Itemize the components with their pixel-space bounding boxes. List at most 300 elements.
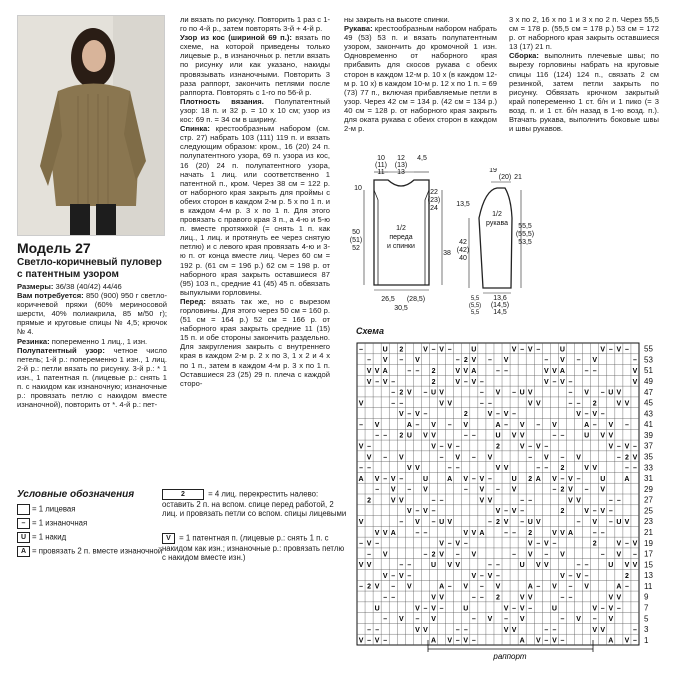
chart-cell-symbol: – — [447, 421, 452, 429]
chart-cell-symbol: – — [560, 475, 565, 483]
chart-cell-symbol: – — [624, 540, 629, 548]
model-subtitle: Светло-коричневый пуловер с патентным узором — [17, 257, 162, 280]
col2-para-2 — [180, 97, 330, 124]
knitting-chart — [355, 340, 685, 665]
chart-cell-symbol: – — [375, 432, 380, 440]
chart-cell-symbol: V — [431, 443, 436, 451]
chart-cell-symbol: – — [407, 486, 412, 494]
chart-cell-symbol: V — [471, 357, 477, 365]
chart-cell-symbol: V — [592, 465, 598, 473]
chart-cell-symbol: V — [503, 357, 509, 365]
chart-cell-symbol: U — [374, 605, 380, 613]
row-number: 5 — [644, 614, 649, 624]
chart-cell-symbol: V — [471, 378, 477, 386]
row-number: 43 — [644, 409, 653, 419]
chart-cell-symbol: V — [415, 605, 420, 613]
back-right-long: 38 — [443, 250, 451, 257]
chart-cell-symbol: V — [495, 583, 501, 591]
sleeve-right-1: 55,5 — [518, 223, 532, 230]
chart-cell-symbol: 2 — [592, 540, 597, 548]
chart-cell-symbol: – — [504, 367, 509, 375]
chart-cell-symbol: V — [560, 572, 565, 580]
col4-para-1 — [509, 51, 659, 133]
chart-cell-symbol: – — [544, 465, 549, 473]
chart-cell-symbol: – — [455, 443, 460, 451]
chart-cell-symbol: U — [584, 432, 590, 440]
chart-cell-symbol: 2 — [399, 389, 404, 397]
chart-cell-symbol: – — [576, 400, 581, 408]
chart-cell-symbol: U — [600, 475, 606, 483]
back-left-small: 10 — [354, 185, 362, 192]
chart-cell-symbol: V — [358, 637, 364, 645]
para-text: 36/38 (40/42) 44/46 — [53, 282, 122, 291]
chart-cell-symbol: V — [398, 572, 404, 580]
chart-cell-symbol: V — [592, 605, 598, 613]
row-number: 51 — [644, 366, 653, 376]
chart-cell-symbol: – — [399, 357, 404, 365]
chart-cell-symbol: – — [520, 518, 525, 526]
chart-cell-symbol: – — [399, 562, 404, 570]
chart-cell-symbol: – — [431, 346, 436, 354]
col3-para-0 — [344, 15, 497, 24]
chart-cell-symbol: – — [375, 626, 380, 634]
chart-cell-symbol: U — [519, 562, 525, 570]
chart-cell-symbol: V — [439, 389, 444, 397]
chart-cell-symbol: V — [487, 454, 493, 462]
chart-cell-symbol: – — [367, 626, 372, 634]
chart-cell-symbol: – — [568, 378, 573, 386]
para-text: крестообразным набором (см. стр. 27) набрать 103 (111) 119 п. и вязать следующим образом: кром., 16 (20) 24 п. полупатентного узора, 69 п. узора из кос, 16 (20) 24 п. полупатентного узора, начать 1 лиц. или соответственно 1 патентной п., кром. Через 38 см = 122 р. от наборного края закрыть для проймы с обеих сторон в каждом 2-м р. 5 х по 1 п. и в каждом 4-м р. 3 х по 1 п. Для этого провязать с правого края 3 п., а 4-ю и 5-ю п. вместе протяжкой (= снять 1 п. как лиц., 1 лиц. и протянуть ее через снятую петлю) и с левого края провязать 4-ю и 3-ю п. от конца вместе лиц. Через 60 см = 192 р. (61 см = 196 р.) 62 см = 198 р. от наборного края закрыть оставшиеся 87 (95) 103 п., средние 41 (45) 45 п. обвязать выпуклыми горловины. — [180, 124, 330, 297]
chart-cell-symbol: V — [552, 367, 557, 375]
chart-cell-symbol: V — [431, 432, 436, 440]
chart-cell-symbol: V — [423, 486, 428, 494]
chart-cell-symbol: – — [407, 572, 412, 580]
chart-cell-symbol: A — [608, 637, 614, 645]
para-text: выполнить плечевые швы; по вырезу горловины набрать на круговые спицы 116 (124) 124 п., связать 2 см резинкой, затем петли закрыть по рисунку. Обвязать крючком закрытый край попеременно 1 ст. б/н и 1 пико (= 3 возд. п. и 1 ст. б/н назад в 1-ю возд. п.). Втачать рукава, выполнить боковые швы и швы рукавов. — [509, 51, 659, 134]
chart-cell-symbol: V — [576, 454, 581, 462]
row-number: 33 — [644, 463, 653, 473]
back-bottom-1: 26,5 — [381, 296, 395, 303]
chart-cell-symbol: V — [544, 562, 549, 570]
chart-cell-symbol: – — [479, 583, 484, 591]
chart-cell-symbol: U — [422, 475, 429, 483]
chart-cell-symbol: V — [544, 454, 549, 462]
chart-cell-symbol: – — [367, 551, 372, 559]
chart-cell-symbol: – — [560, 616, 565, 624]
chart-cell-symbol: A — [471, 367, 477, 375]
chart-cell-symbol: U — [559, 346, 565, 354]
chart-cell-symbol: V — [600, 346, 606, 354]
legend-text: = провязать 2 п. вместе изнаночной — [32, 546, 163, 556]
chart-cell-symbol: V — [463, 529, 469, 537]
chart-cell-symbol: 2 — [528, 475, 533, 483]
chart-cell-symbol: A — [390, 529, 396, 537]
chart-cell-symbol: V — [455, 540, 461, 548]
chart-cell-symbol: – — [504, 421, 509, 429]
chart-cell-symbol: – — [600, 605, 605, 613]
chart-cell-symbol: – — [512, 389, 517, 397]
chart-cell-symbol: V — [503, 605, 509, 613]
chart-cell-symbol: – — [455, 551, 460, 559]
legend-item — [17, 518, 167, 529]
chart-cell-symbol: – — [447, 540, 452, 548]
chart-cell-symbol: U — [527, 518, 533, 526]
col4-para-0 — [509, 15, 659, 51]
chart-cell-symbol: – — [600, 551, 605, 559]
chart-cell-symbol: V — [527, 594, 533, 602]
chart-cell-symbol: – — [391, 389, 396, 397]
sleeve-bottom-1: 13,6 — [493, 295, 507, 302]
chart-cell-symbol: V — [423, 432, 428, 440]
chart-cell-symbol: – — [512, 411, 517, 419]
chart-cell-symbol: – — [423, 551, 428, 559]
chart-cell-symbol: – — [616, 443, 621, 451]
para-text: четное число петель; 1-й р.: попеременно 1 изн., 1 лиц. 2-й р.: петли вязать по рисунку. 3-й р.: * 1 изн., 1 патентная п. (лицевые р.: снять 1 п. с накидом как изнаночную; изнаночные р.: провязать петлю с накидом вместе изнаночной), повторить от *. 4-й р.: пет- — [17, 345, 168, 410]
chart-cell-symbol: V — [552, 529, 557, 537]
chart-cell-symbol: – — [600, 529, 605, 537]
chart-cell-symbol: – — [544, 357, 549, 365]
chart-cell-symbol: V — [463, 367, 469, 375]
chart-cell-symbol: V — [463, 637, 469, 645]
chart-cell-symbol: – — [633, 443, 637, 451]
chart-cell-symbol: – — [487, 518, 492, 526]
chart-cell-symbol: U — [406, 432, 412, 440]
chart-cell-symbol: U — [608, 389, 614, 397]
chart-cell-symbol: – — [367, 357, 372, 365]
sleeve-bl-3: 5,5 — [470, 310, 480, 316]
chart-cell-symbol: V — [560, 357, 565, 365]
sleeve-center-2: рукава — [486, 220, 508, 227]
sleeve-center-1: 1/2 — [492, 211, 502, 218]
para-text: попеременно 1 лиц., 1 изн. — [49, 336, 148, 346]
chart-cell-symbol: – — [528, 605, 533, 613]
legend-symbol: – — [17, 518, 30, 529]
chart-cell-symbol: 2 — [399, 432, 404, 440]
legend-text: = 1 лицевая — [32, 504, 76, 514]
chart-cell-symbol: – — [496, 572, 500, 580]
chart-cell-symbol: – — [439, 497, 444, 505]
chart-cell-symbol: – — [487, 562, 492, 570]
chart-cell-symbol: – — [423, 389, 428, 397]
chart-cell-symbol: V — [415, 411, 420, 419]
chart-cell-symbol: – — [423, 529, 428, 537]
chart-cell-symbol: V — [487, 497, 493, 505]
model-photo — [17, 15, 165, 236]
chart-cell-symbol: – — [479, 378, 484, 386]
chart-cell-symbol: – — [447, 346, 452, 354]
chart-cell-symbol: V — [527, 400, 533, 408]
back-right-3: 24 — [430, 205, 438, 212]
chart-cell-symbol: V — [600, 486, 606, 494]
chart-cell-symbol: U — [382, 346, 388, 354]
chart-cell-symbol: – — [592, 367, 597, 375]
chart-cell-symbol: V — [568, 497, 573, 505]
chart-cell-symbol: V — [487, 411, 493, 419]
row-number: 11 — [644, 581, 653, 591]
chart-cell-symbol: – — [576, 562, 581, 570]
para-text: вязать по схеме, на которой приведены только лицевые р., в изнаночных р. петли вязать по рисунку или как указано, накиды провязывать изнаночными. Повторить 3 раза раппорт, закончить петлями после раппорта. Повторять с 1-го по 56-й р. — [180, 33, 330, 97]
para-label: Полупатентный узор: — [17, 345, 105, 355]
back-bottom-3: 30,5 — [394, 305, 408, 312]
chart-cell-symbol: – — [496, 486, 500, 494]
chart-cell-symbol: – — [359, 583, 363, 591]
chart-cell-symbol: 2 — [463, 357, 468, 365]
chart-cell-symbol: V — [407, 583, 412, 591]
legend-item — [17, 546, 167, 557]
row-number: 21 — [644, 527, 653, 537]
chart-cell-symbol: V — [455, 454, 461, 462]
chart-cell-symbol: – — [383, 432, 388, 440]
chart-cell-symbol: V — [374, 367, 380, 375]
sleeve-top-3: 21 — [514, 174, 522, 181]
legend-symbol — [17, 504, 30, 515]
chart-cell-symbol: – — [431, 518, 436, 526]
chart-cell-symbol: 2 — [624, 572, 629, 580]
chart-cell-symbol: V — [519, 594, 525, 602]
sleeve-bl-1: 5,5 — [470, 296, 480, 302]
chart-cell-symbol: U — [431, 562, 437, 570]
chart-cell-symbol: V — [535, 400, 541, 408]
back-left-1: 50 — [352, 229, 360, 236]
chart-cell-symbol: V — [511, 486, 517, 494]
chart-cell-symbol: – — [536, 346, 541, 354]
row-number: 19 — [644, 538, 653, 548]
rapport-label: раппорт — [493, 652, 527, 661]
chart-cell-symbol: 2 — [528, 529, 533, 537]
chart-cell-symbol: V — [374, 529, 380, 537]
para-label: Сборка: — [509, 51, 539, 61]
chart-cell-symbol: – — [415, 616, 420, 624]
chart-cell-symbol: V — [592, 626, 598, 634]
chart-cell-symbol: – — [415, 367, 420, 375]
para-label: Перед: — [180, 296, 206, 306]
chart-cell-symbol: – — [544, 443, 549, 451]
chart-cell-symbol: V — [608, 432, 614, 440]
chart-cell-symbol: – — [504, 529, 509, 537]
back-right-1: 22 — [430, 189, 438, 196]
chart-cell-symbol: V — [431, 421, 436, 429]
text-column-1 — [17, 282, 167, 409]
chart-cell-symbol: V — [382, 572, 388, 580]
chart-cell-symbol: – — [375, 540, 380, 548]
chart-cell-symbol: V — [471, 551, 477, 559]
row-number: 49 — [644, 376, 653, 386]
chart-cell-symbol: – — [455, 626, 460, 634]
para-text: ли вязать по рисунку. Повторить 1 раз с 1-го по 4-й р., затем повторять 3-й + 4-й р. — [180, 15, 330, 34]
row-number: 45 — [644, 398, 653, 408]
chart-cell-symbol: V — [552, 583, 557, 591]
chart-cell-symbol: – — [633, 637, 637, 645]
chart-cell-symbol: – — [528, 454, 533, 462]
chart-cell-symbol: – — [479, 594, 484, 602]
chart-cell-symbol: – — [463, 378, 468, 386]
chart-cell-symbol: V — [366, 378, 372, 386]
sleeve-right-2: (55,5) — [515, 231, 535, 238]
col1-para-2 — [17, 337, 167, 346]
col3-para-1 — [344, 24, 497, 133]
chart-cell-symbol: – — [455, 465, 460, 473]
chart-cell-symbol: – — [399, 400, 404, 408]
para-label: Узор из кос (шириной 69 п.): — [180, 33, 292, 43]
chart-cell-symbol: V — [471, 572, 477, 580]
back-top2-1: (11) — [375, 162, 387, 169]
chart-cell-symbol: – — [528, 443, 533, 451]
chart-cell-symbol: V — [560, 378, 565, 386]
chart-cell-symbol: V — [382, 357, 388, 365]
chart-cell-symbol: V — [358, 562, 364, 570]
chart-cell-symbol: V — [503, 626, 509, 634]
sleeve-bl-2: (5,5) — [468, 303, 482, 309]
chart-cell-symbol: – — [415, 529, 420, 537]
back-left-2: (51) — [349, 237, 363, 244]
chart-cell-symbol: – — [391, 572, 396, 580]
chart-cell-symbol: – — [584, 486, 589, 494]
chart-cell-symbol: A — [527, 583, 533, 591]
legend-text: = 1 накид — [32, 532, 67, 542]
chart-cell-symbol: – — [520, 497, 525, 505]
chart-cell-symbol: – — [568, 583, 573, 591]
chart-cell-symbol: V — [358, 400, 364, 408]
chart-cell-symbol: – — [536, 583, 541, 591]
chart-cell-symbol: V — [624, 518, 630, 526]
row-number: 9 — [644, 592, 649, 602]
chart-cell-symbol: 2 — [367, 583, 372, 591]
chart-cell-symbol: – — [463, 540, 468, 548]
chart-cell-symbol: – — [383, 637, 388, 645]
text-column-4 — [509, 15, 659, 133]
legend-list — [17, 504, 167, 560]
chart-cell-symbol: V — [600, 626, 606, 634]
para-label: Вам потребуется: — [17, 291, 84, 301]
back-top3-2: 13 — [397, 169, 405, 176]
chart-cell-symbol: V — [527, 346, 533, 354]
chart-cell-symbol: V — [584, 508, 589, 516]
sleeve-bottom-2: (14,5) — [490, 302, 510, 309]
legend-patent — [162, 533, 347, 562]
col1-para-0 — [17, 282, 167, 291]
chart-cell-symbol: V — [479, 475, 485, 483]
chart-cell-symbol: V — [584, 389, 589, 397]
back-top-3: 4,5 — [417, 155, 427, 162]
chart-cell-symbol: 2 — [367, 497, 372, 505]
chart-cell-symbol: V — [447, 637, 452, 645]
chart-cell-symbol: V — [407, 508, 412, 516]
chart-cell-symbol: – — [520, 346, 525, 354]
chart-cell-symbol: V — [479, 486, 485, 494]
sleeve-bottom-3: 14,5 — [493, 309, 507, 316]
chart-cell-symbol: V — [455, 378, 461, 386]
chart-cell-symbol: – — [463, 626, 468, 634]
chart-cell-symbol: – — [616, 605, 621, 613]
row-number: 39 — [644, 430, 653, 440]
chart-cell-symbol: – — [624, 465, 629, 473]
chart-cell-symbol: V — [624, 400, 630, 408]
chart-cell-symbol: A — [495, 421, 501, 429]
back-top-2: 12 — [397, 155, 405, 162]
row-number: 13 — [644, 571, 653, 581]
chart-cell-symbol: – — [359, 346, 363, 354]
chart-cell-symbol: V — [527, 540, 533, 548]
chart-cell-symbol: V — [632, 367, 638, 375]
row-number: 17 — [644, 549, 653, 559]
chart-cell-symbol: – — [471, 432, 476, 440]
chart-cell-symbol: A — [559, 367, 565, 375]
chart-cell-symbol: – — [367, 443, 372, 451]
sleeve-right-3: 53,5 — [518, 239, 532, 246]
chart-cell-symbol: V — [447, 443, 452, 451]
chart-cell-symbol: – — [616, 454, 621, 462]
chart-cell-symbol: V — [519, 605, 525, 613]
chart-cell-symbol: A — [406, 421, 412, 429]
legend-symbol: U — [17, 532, 30, 543]
chart-cell-symbol: V — [495, 465, 501, 473]
chart-cell-symbol: – — [568, 572, 573, 580]
chart-cell-symbol: – — [560, 432, 565, 440]
chart-cell-symbol: – — [431, 497, 436, 505]
chart-cell-symbol: V — [423, 346, 428, 354]
chart-cell-symbol: 2 — [624, 454, 629, 462]
chart-cell-symbol: – — [616, 497, 621, 505]
chart-cell-symbol: V — [616, 540, 622, 548]
col1-para-3 — [17, 346, 167, 410]
chart-cell-symbol: 2 — [592, 400, 597, 408]
chart-cell-symbol: V — [616, 400, 622, 408]
chart-cell-symbol: – — [504, 508, 509, 516]
chart-cell-symbol: – — [455, 357, 460, 365]
chart-cell-symbol: – — [471, 475, 476, 483]
chart-cell-symbol: – — [568, 400, 573, 408]
chart-cell-symbol: – — [487, 357, 492, 365]
chart-cell-symbol: V — [535, 443, 541, 451]
chart-cell-symbol: V — [487, 616, 493, 624]
chart-cell-symbol: A — [479, 529, 485, 537]
chart-cell-symbol: – — [367, 637, 372, 645]
chart-cell-symbol: – — [463, 486, 468, 494]
chart-cell-symbol: – — [608, 508, 613, 516]
chart-cell-symbol: 2 — [560, 486, 565, 494]
chart-cell-symbol: U — [463, 605, 469, 613]
chart-cell-symbol: – — [375, 378, 380, 386]
chart-cell-symbol: V — [431, 605, 436, 613]
chart-cell-symbol: V — [423, 508, 428, 516]
front-back-pattern-diagram — [344, 150, 454, 318]
chart-cell-symbol: V — [608, 605, 614, 613]
row-number: 53 — [644, 355, 653, 365]
chart-cell-symbol: – — [633, 626, 637, 634]
back-center-3: и спинки — [387, 243, 415, 250]
chart-cell-symbol: V — [535, 637, 541, 645]
chart-cell-symbol: V — [423, 626, 428, 634]
chart-cell-symbol: V — [439, 540, 444, 548]
legend-cable — [162, 489, 347, 518]
chart-cell-symbol: – — [576, 518, 581, 526]
sleeve-left-2: (42) — [456, 247, 470, 254]
chart-cell-symbol: V — [535, 518, 541, 526]
para-label: Рукава: — [344, 24, 373, 34]
chart-cell-symbol: – — [544, 637, 549, 645]
chart-cell-symbol: V — [407, 465, 412, 473]
chart-cell-symbol: V — [616, 551, 622, 559]
chart-cell-symbol: V — [366, 367, 372, 375]
row-number: 3 — [644, 625, 649, 635]
chart-cell-symbol: V — [552, 637, 557, 645]
chart-cell-symbol: V — [439, 551, 444, 559]
chart-cell-symbol: V — [519, 421, 525, 429]
chart-cell-symbol: – — [544, 551, 549, 559]
chart-cell-symbol: V — [592, 518, 598, 526]
chart-cell-symbol: V — [398, 497, 404, 505]
chart-cell-symbol: V — [415, 626, 420, 634]
